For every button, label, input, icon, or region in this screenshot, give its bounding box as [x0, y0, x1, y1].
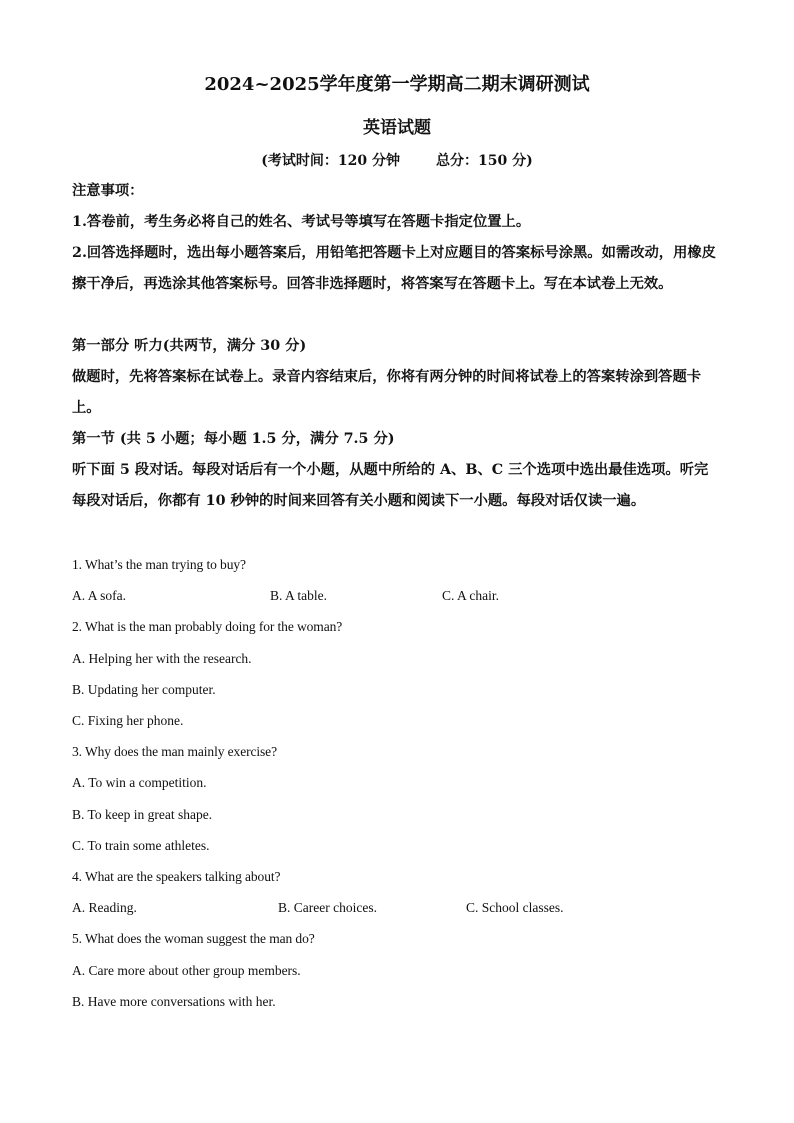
question-3-option-b: B. To keep in great shape. — [72, 807, 213, 822]
exam-total-score: 总分：150 分) — [436, 153, 533, 169]
question-1-option-a: A. A sofa. — [72, 588, 126, 603]
question-4-option-b: B. Career choices. — [278, 900, 377, 915]
notes-heading: 注意事项： — [72, 183, 144, 199]
question-3-option-c: C. To train some athletes. — [72, 838, 210, 853]
question-2-stem: 2. What is the man probably doing for the woman? — [72, 619, 343, 634]
question-4-option-a: A. Reading. — [72, 900, 137, 915]
exam-title: 2024~2025学年度第一学期高二期末调研测试 — [204, 74, 590, 95]
notes-item-2: 2.回答选择题时，选出每小题答案后，用铅笔把答题卡上对应题目的答案标号涂黑。如需改动，用橡皮擦干净后，再选涂其他答案标号。回答非选择题时，将答案写在答题卡上。写在本试卷上无效。 — [72, 245, 716, 293]
question-1-option-c: C. A chair. — [442, 588, 499, 603]
question-3-option-a: A. To win a competition. — [72, 775, 207, 790]
question-3-stem: 3. Why does the man mainly exercise? — [72, 744, 277, 759]
question-2-option-a: A. Helping her with the research. — [72, 651, 252, 666]
part1-heading: 第一部分 听力(共两节，满分 30 分) — [72, 338, 307, 354]
exam-time: (考试时间：120 分钟 — [261, 153, 400, 169]
question-1-stem: 1. What’s the man trying to buy? — [72, 557, 246, 572]
exam-info — [0, 150, 794, 170]
question-1-option-b: B. A table. — [270, 588, 327, 603]
question-4-option-c: C. School classes. — [466, 900, 564, 915]
section1-heading: 第一节 (共 5 小题；每小题 1.5 分，满分 7.5 分) — [72, 431, 395, 447]
question-5-stem: 5. What does the woman suggest the man do? — [72, 931, 315, 946]
question-5-option-b: B. Have more conversations with her. — [72, 994, 276, 1009]
question-4-stem: 4. What are the speakers talking about? — [72, 869, 281, 884]
notes-item-1: 1.答卷前，考生务必将自己的姓名、考试号等填写在答题卡指定位置上。 — [72, 214, 531, 230]
section1-instruction: 听下面 5 段对话。每段对话后有一个小题，从题中所给的 A、B、C 三个选项中选出最佳选项。听完每段对话后，你都有 10 秒钟的时间来回答有关小题和阅读下一小题。每段对话仅读一遍。 — [72, 462, 709, 510]
question-2-option-b: B. Updating her computer. — [72, 682, 216, 697]
question-2-option-c: C. Fixing her phone. — [72, 713, 184, 728]
question-5-option-a: A. Care more about other group members. — [72, 963, 301, 978]
subject-title: 英语试题 — [363, 118, 431, 138]
part1-instruction: 做题时，先将答案标在试卷上。录音内容结束后，你将有两分钟的时间将试卷上的答案转涂到答题卡上。 — [72, 369, 702, 417]
